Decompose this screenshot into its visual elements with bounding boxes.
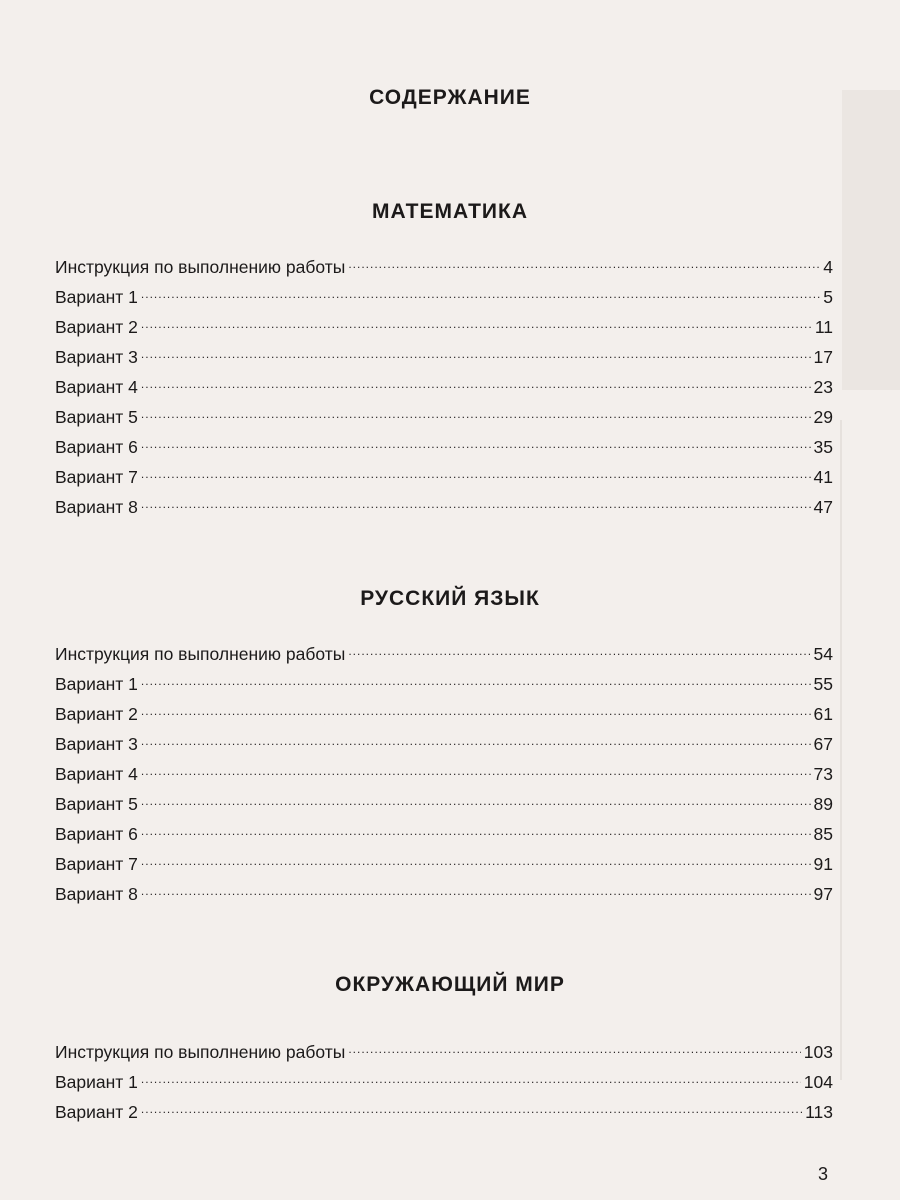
toc-entry-label: Вариант 5 — [55, 794, 138, 814]
toc-entry-label: Вариант 1 — [55, 674, 138, 694]
toc-entry-page: 104 — [803, 1072, 833, 1092]
toc-entry[interactable] — [55, 785, 833, 815]
toc-entry-label: Вариант 1 — [55, 287, 138, 307]
toc-entry[interactable] — [55, 248, 833, 278]
toc-entry[interactable] — [55, 845, 833, 875]
toc-entry[interactable] — [55, 338, 833, 368]
toc-entry-page: 89 — [813, 794, 833, 814]
toc-entry[interactable] — [55, 488, 833, 518]
dot-leader — [348, 640, 810, 662]
page-title: СОДЕРЖАНИЕ — [369, 86, 531, 109]
dot-leader — [141, 850, 811, 872]
toc-entry-page: 61 — [813, 704, 833, 724]
toc-entry[interactable] — [55, 1093, 833, 1123]
bleed-through-tab — [842, 90, 900, 390]
toc-entry[interactable] — [55, 428, 833, 458]
dot-leader — [141, 790, 811, 812]
toc-entry[interactable] — [55, 695, 833, 725]
toc-list-environment — [55, 1033, 833, 1123]
dot-leader — [141, 463, 811, 485]
dot-leader — [348, 253, 820, 275]
toc-entry-label: Вариант 2 — [55, 1102, 138, 1122]
toc-entry-page: 47 — [813, 497, 833, 517]
dot-leader — [141, 403, 811, 425]
toc-entry-page: 4 — [823, 257, 833, 277]
toc-entry[interactable] — [55, 1063, 833, 1093]
toc-entry-label: Вариант 7 — [55, 467, 138, 487]
section-heading-russian: РУССКИЙ ЯЗЫК — [360, 587, 540, 610]
toc-entry[interactable] — [55, 1033, 833, 1063]
toc-entry-page: 113 — [805, 1102, 833, 1122]
toc-entry-label: Вариант 4 — [55, 764, 138, 784]
toc-entry-page: 54 — [813, 644, 833, 664]
toc-entry-label: Вариант 2 — [55, 317, 138, 337]
toc-entry-label: Вариант 3 — [55, 347, 138, 367]
toc-entry-page: 11 — [814, 317, 833, 337]
dot-leader — [141, 670, 811, 692]
dot-leader — [141, 880, 811, 902]
dot-leader — [141, 283, 820, 305]
toc-entry-page: 55 — [813, 674, 833, 694]
toc-entry-page: 103 — [803, 1042, 833, 1062]
toc-list-russian — [55, 635, 833, 905]
toc-entry-label: Вариант 3 — [55, 734, 138, 754]
toc-entry-page: 35 — [813, 437, 833, 457]
toc-entry[interactable] — [55, 278, 833, 308]
dot-leader — [348, 1038, 800, 1060]
toc-entry[interactable] — [55, 308, 833, 338]
toc-entry-label: Вариант 8 — [55, 884, 138, 904]
dot-leader — [141, 313, 812, 335]
toc-entry[interactable] — [55, 635, 833, 665]
toc-entry-label: Вариант 6 — [55, 437, 138, 457]
toc-entry[interactable] — [55, 875, 833, 905]
toc-entry-page: 41 — [813, 467, 833, 487]
dot-leader — [141, 373, 811, 395]
toc-entry-label: Инструкция по выполнению работы — [55, 644, 346, 664]
toc-entry-label: Инструкция по выполнению работы — [55, 257, 346, 277]
section-heading-environment: ОКРУЖАЮЩИЙ МИР — [335, 973, 565, 996]
toc-entry-label: Вариант 2 — [55, 704, 138, 724]
toc-entry-label: Вариант 6 — [55, 824, 138, 844]
toc-entry[interactable] — [55, 725, 833, 755]
toc-entry[interactable] — [55, 815, 833, 845]
toc-entry-label: Вариант 8 — [55, 497, 138, 517]
toc-entry-page: 85 — [813, 824, 833, 844]
dot-leader — [141, 730, 811, 752]
dot-leader — [141, 700, 811, 722]
toc-entry-page: 73 — [813, 764, 833, 784]
dot-leader — [141, 820, 811, 842]
dot-leader — [141, 1068, 801, 1090]
toc-entry-page: 29 — [813, 407, 833, 427]
section-heading-math: МАТЕМАТИКА — [372, 200, 528, 223]
toc-entry-label: Вариант 7 — [55, 854, 138, 874]
toc-entry-label: Вариант 4 — [55, 377, 138, 397]
dot-leader — [141, 343, 811, 365]
toc-entry-page: 67 — [813, 734, 833, 754]
toc-entry-page: 17 — [813, 347, 833, 367]
toc-entry-label: Вариант 1 — [55, 1072, 138, 1092]
toc-entry-page: 97 — [813, 884, 833, 904]
toc-entry-page: 91 — [813, 854, 833, 874]
toc-entry[interactable] — [55, 458, 833, 488]
toc-entry[interactable] — [55, 368, 833, 398]
page-number: 3 — [818, 1164, 829, 1184]
dot-leader — [141, 433, 811, 455]
toc-entry-page: 5 — [823, 287, 833, 307]
toc-entry-label: Вариант 5 — [55, 407, 138, 427]
dot-leader — [141, 493, 811, 515]
toc-entry-label: Инструкция по выполнению работы — [55, 1042, 346, 1062]
toc-entry[interactable] — [55, 398, 833, 428]
dot-leader — [141, 760, 811, 782]
dot-leader — [141, 1098, 802, 1120]
toc-list-math — [55, 248, 833, 518]
toc-entry[interactable] — [55, 665, 833, 695]
toc-entry-page: 23 — [813, 377, 833, 397]
toc-entry[interactable] — [55, 755, 833, 785]
